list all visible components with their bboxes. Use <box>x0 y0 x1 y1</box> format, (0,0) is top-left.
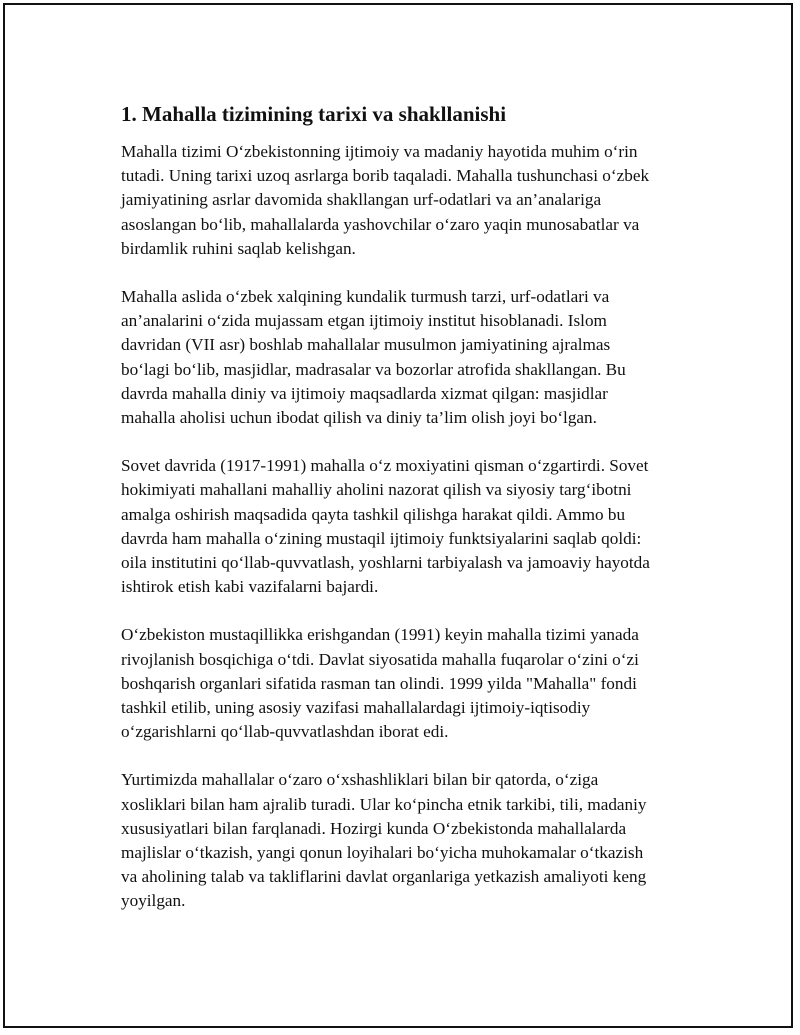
text-line: O‘zbekiston mustaqillikka erishgandan (1991) keyin mahalla tizimi yanada <box>121 625 639 645</box>
text-line: Mahalla aslida o‘zbek xalqining kundalik turmush tarzi, urf-odatlari va <box>121 287 610 307</box>
paragraph-1 <box>121 140 701 261</box>
text-line: davrda ham mahalla o‘zining mustaqil ijtimoiy funktsiyalarini saqlab qoldi: <box>121 528 642 548</box>
section-heading: 1. Mahalla tizimining tarixi va shakllanishi <box>121 102 507 126</box>
text-line: hokimiyati mahallani mahalliy aholini nazorat qilish va siyosiy targ‘ibotni <box>121 480 632 500</box>
text-line: boshqarish organlari sifatida rasman tan olindi. 1999 yilda "Mahalla" fondi <box>121 673 637 693</box>
page-frame <box>3 3 793 1028</box>
text-line: davrda mahalla diniy va ijtimoiy maqsadlarda xizmat qilgan: masjidlar <box>121 383 608 403</box>
text-line: tashkil etilib, uning asosiy vazifasi mahallalardagi ijtimoiy-iqtisodiy <box>121 698 591 718</box>
text-line: oila institutini qo‘llab-quvvatlash, yoshlarni tarbiyalash va jamoaviy hayotda <box>121 553 650 573</box>
text-line: mahalla aholisi uchun ibodat qilish va diniy ta’lim olish joyi bo‘lgan. <box>121 408 597 428</box>
text-line: bo‘lagi bo‘lib, masjidlar, madrasalar va bozorlar atrofida shakllangan. Bu <box>121 359 626 379</box>
text-line: o‘zgarishlarni qo‘llab-quvvatlashdan iborat edi. <box>121 722 449 742</box>
text-line: va aholining talab va takliflarini davlat organlariga yetkazish amaliyoti keng <box>121 867 647 887</box>
paragraph-4 <box>121 623 701 744</box>
paragraph-2 <box>121 285 701 430</box>
text-line: tutadi. Uning tarixi uzoq asrlarga borib taqaladi. Mahalla tushunchasi o‘zbek <box>121 166 650 186</box>
paragraph-5 <box>121 768 701 913</box>
text-line: xususiyatlari bilan farqlanadi. Hozirgi kunda O‘zbekistonda mahallalarda <box>121 818 627 838</box>
text-line: rivojlanish bosqichiga o‘tdi. Davlat siyosatida mahalla fuqarolar o‘zini o‘zi <box>121 649 639 669</box>
document-body <box>121 101 701 938</box>
text-line: an’analarini o‘zida mujassam etgan ijtimoiy institut hisoblanadi. Islom <box>121 311 607 331</box>
text-line: yoyilgan. <box>121 891 186 911</box>
text-line: xosliklari bilan ham ajralib turadi. Ular ko‘pincha etnik tarkibi, tili, madaniy <box>121 794 647 814</box>
text-line: asoslangan bo‘lib, mahallalarda yashovchilar o‘zaro yaqin munosabatlar va <box>121 214 640 234</box>
text-line: Mahalla tizimi O‘zbekistonning ijtimoiy va madaniy hayotida muhim o‘rin <box>121 142 638 161</box>
text-line: davridan (VII asr) boshlab mahallalar musulmon jamiyatining ajralmas <box>121 335 611 355</box>
paragraph-3 <box>121 454 701 599</box>
text-line: jamiyatining asrlar davomida shakllangan urf-odatlari va an’analariga <box>121 190 602 210</box>
text-line: Yurtimizda mahallalar o‘zaro o‘xshashliklari bilan bir qatorda, o‘ziga <box>121 770 599 790</box>
text-line: ishtirok etish kabi vazifalarni bajardi. <box>121 577 379 597</box>
text-line: majlislar o‘tkazish, yangi qonun loyihalari bo‘yicha muhokamalar o‘tkazish <box>121 843 644 863</box>
text-line: amalga oshirish maqsadida qayta tashkil qilishga harakat qildi. Ammo bu <box>121 504 626 524</box>
text-line: birdamlik ruhini saqlab kelishgan. <box>121 238 356 258</box>
text-line: Sovet davrida (1917-1991) mahalla o‘z moxiyatini qisman o‘zgartirdi. Sovet <box>121 456 649 476</box>
